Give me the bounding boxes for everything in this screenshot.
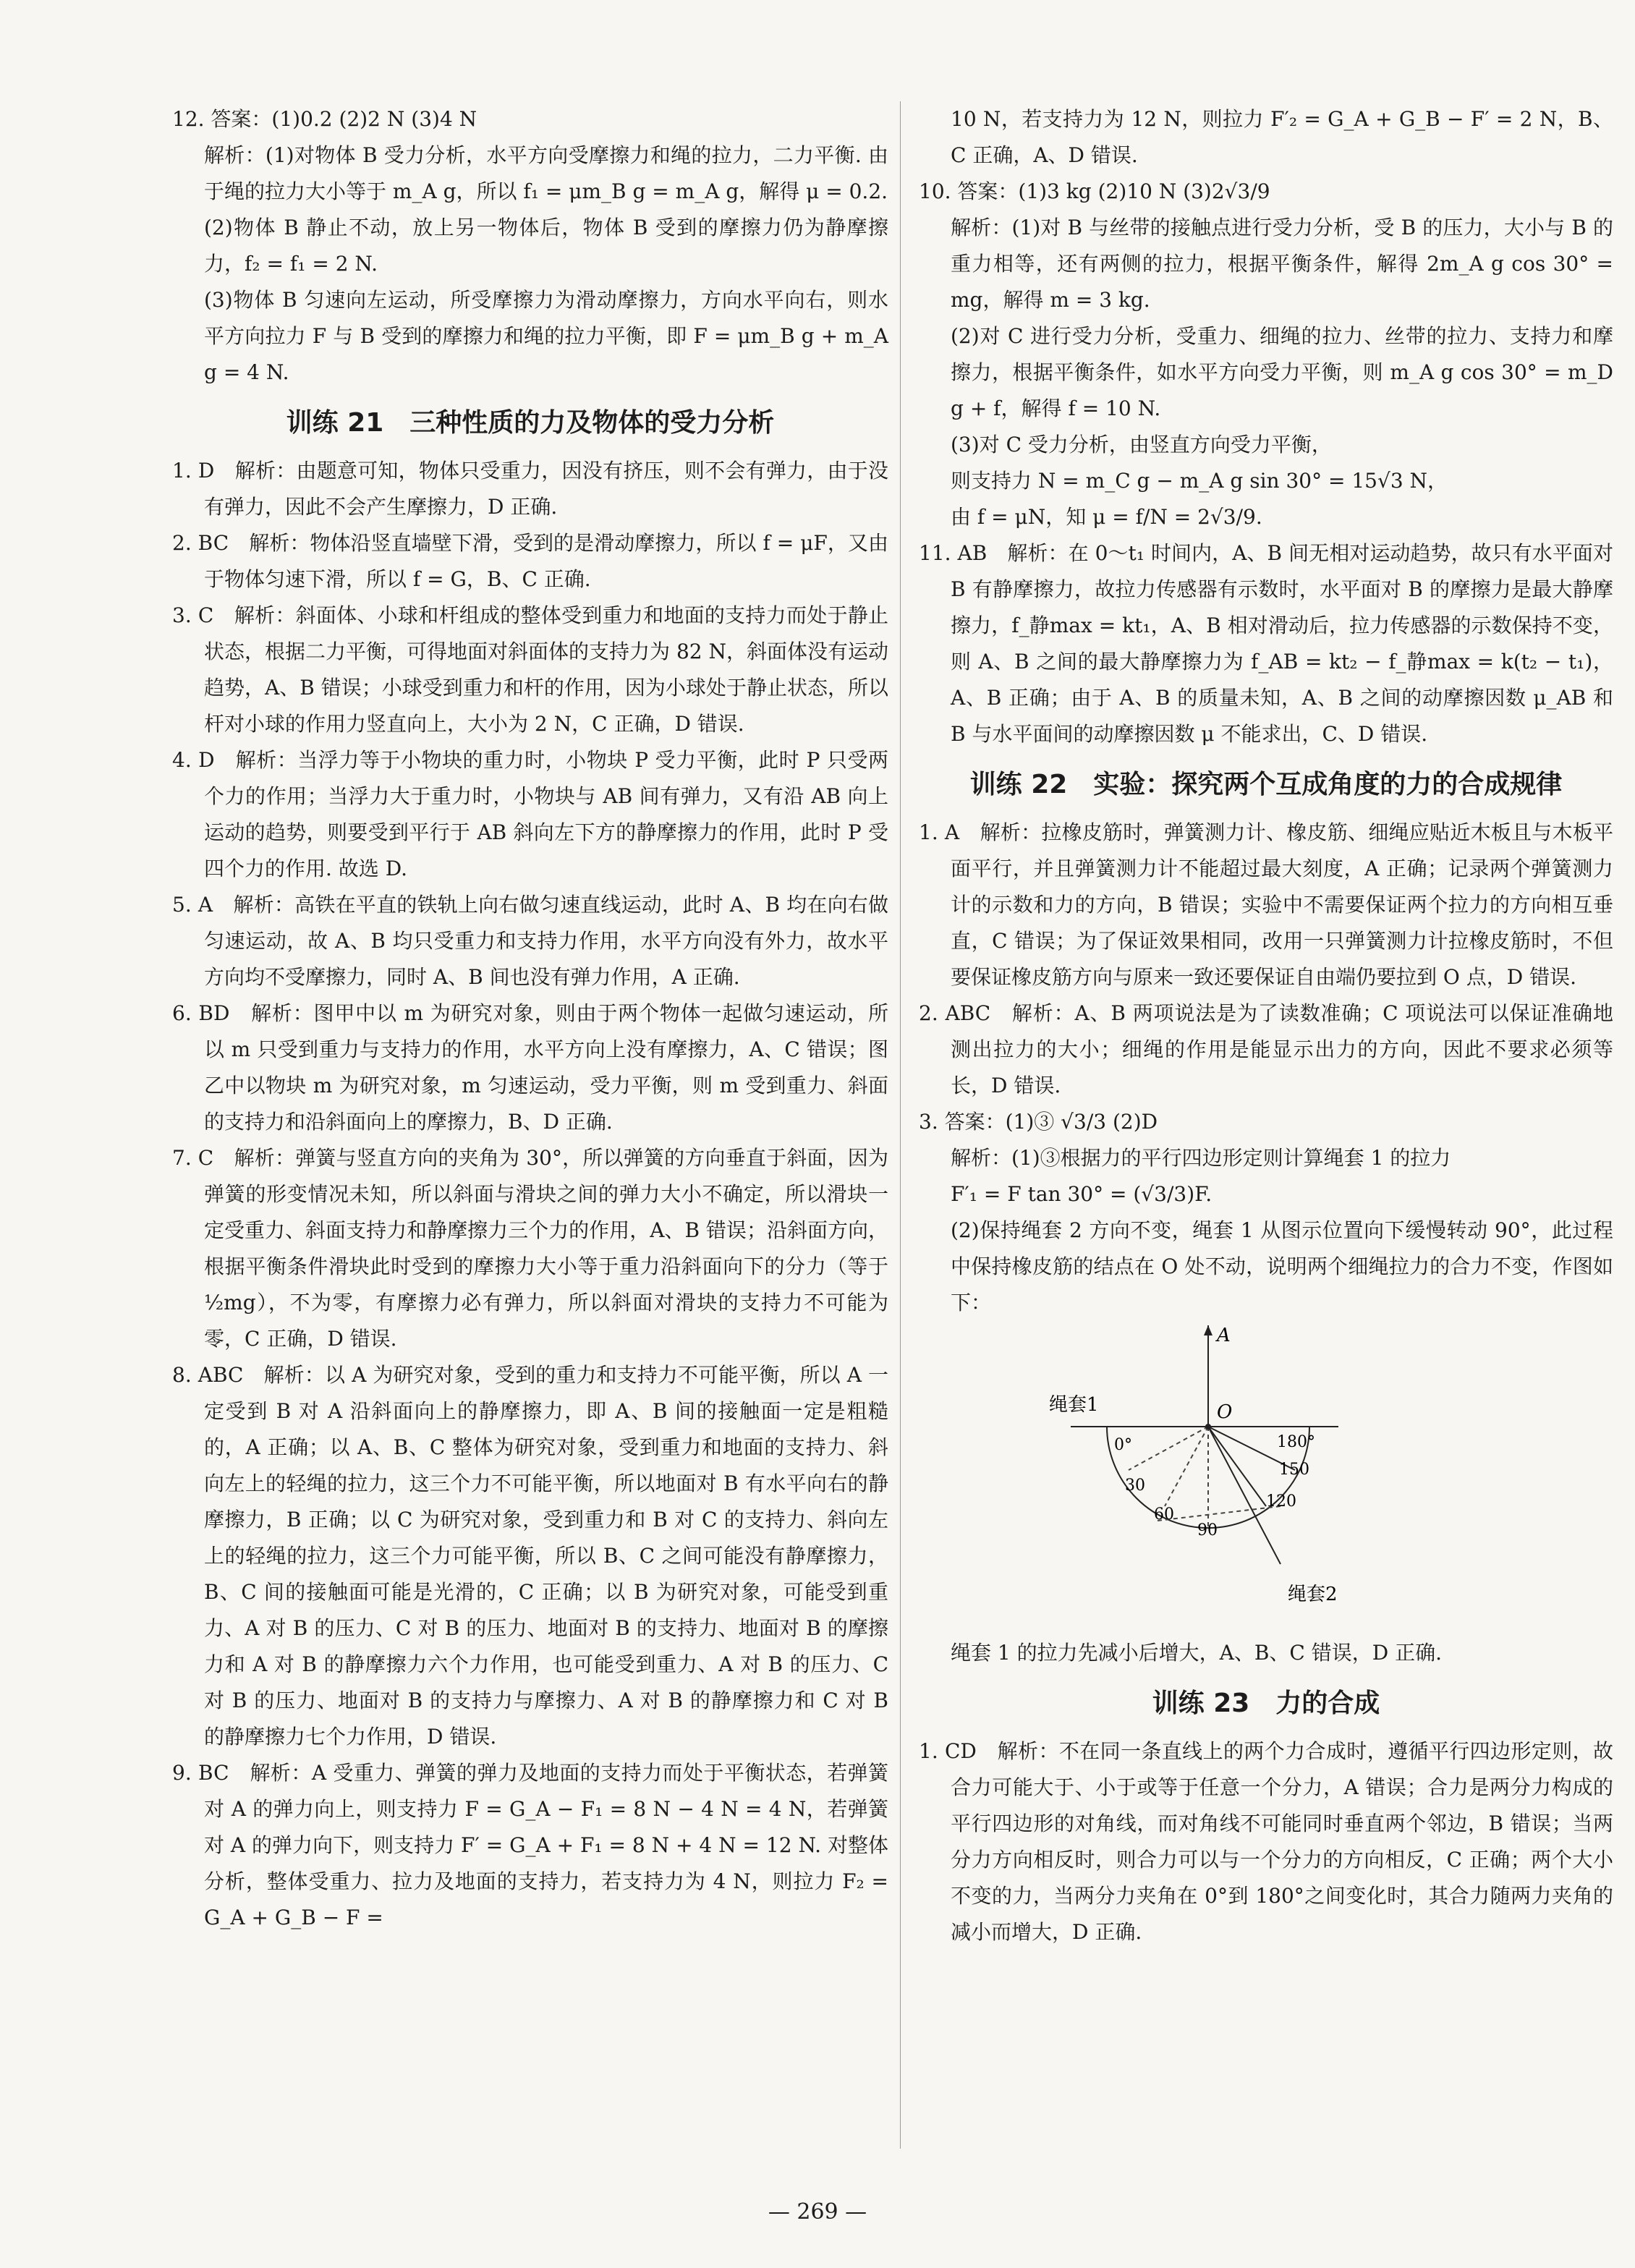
item-21-4: 4. D 解析：当浮力等于小物块的重力时，小物块 P 受力平衡，此时 P 只受两个力的作用；当浮力大于重力时，小物块与 AB 间有弹力，又有沿 AB 向上运动的趋势，则要受到平行于 AB 斜向左下方的静摩擦力的作用，此时 P 受四个力的作用. 故选 D.	[172, 748, 888, 880]
analysis-22-3-2: F′₁ = F tan 30° = (√3/3)F.	[951, 1182, 1213, 1206]
section-title-23: 训练 23 力的合成	[1152, 1689, 1380, 1718]
label-rope1: 绳套1	[1049, 1394, 1099, 1416]
answer-10: 10. 答案：(1)3 kg (2)10 N (3)2√3/9	[919, 179, 1270, 203]
force-diagram	[919, 1325, 1613, 1629]
item-21-2: 2. BC 解析：物体沿竖直墙壁下滑，受到的是滑动摩擦力，所以 f = μF，又由于物体匀速下滑，所以 f = G，B、C 正确.	[172, 531, 888, 591]
page-number: — 269 —	[768, 2199, 867, 2225]
analysis-22-3-1: 解析：(1)③根据力的平行四边形定则计算绳套 1 的拉力	[951, 1146, 1451, 1170]
analysis-12-1: 解析：(1)对物体 B 受力分析，水平方向受摩擦力和绳的拉力，二力平衡. 由于绳的拉力大小等于 m_A g，所以 f₁ = μm_B g = m_A g，解得 μ = 0.2.	[204, 143, 888, 203]
column-divider	[900, 101, 901, 2149]
item-21-9-continued: 10 N，若支持力为 12 N，则拉力 F′₂ = G_A + G_B − F′ = 2 N，B、C 正确，A、D 错误.	[951, 107, 1613, 167]
answer-12: 12. 答案：(1)0.2 (2)2 N (3)4 N	[172, 107, 477, 131]
analysis-10-3: (3)对 C 受力分析，由竖直方向受力平衡，	[951, 433, 1332, 456]
label-deg0: 0°	[1114, 1436, 1132, 1454]
label-deg120: 120	[1266, 1492, 1296, 1511]
label-deg60: 60	[1154, 1505, 1174, 1524]
item-21-7: 7. C 解析：弹簧与竖直方向的夹角为 30°，所以弹簧的方向垂直于斜面，因为弹簧的形变情况未知，所以斜面与滑块之间的弹力大小不确定，所以滑块一定受重力、斜面支持力和静摩擦力三个力的作用，A、B 错误；沿斜面方向，根据平衡条件滑块此时受到的摩擦力大小等于重力沿斜面向下的分力（等于 ½mg），不为零，有摩擦力必有弹力，所以斜面对滑块的支持力不可能为零，C 正确，D 错误.	[172, 1146, 888, 1351]
label-deg180: 180°	[1277, 1433, 1315, 1451]
analysis-22-3-4: 绳套 1 的拉力先减小后增大，A、B、C 错误，D 正确.	[951, 1641, 1442, 1665]
label-deg90: 90	[1197, 1521, 1218, 1539]
analysis-22-3-3: (2)保持绳套 2 方向不变，绳套 1 从图示位置向下缓慢转动 90°，此过程中保持橡皮筋的结点在 O 处不动，说明两个细绳拉力的合力不变，作图如下：	[951, 1218, 1613, 1314]
section-title-21: 训练 21 三种性质的力及物体的受力分析	[286, 408, 775, 438]
left-column	[172, 101, 888, 1936]
item-21-9: 9. BC 解析：A 受重力、弹簧的弹力及地面的支持力而处于平衡状态，若弹簧对 A 的弹力向上，则支持力 F = G_A − F₁ = 8 N − 4 N = 4 N，若弹簧对 A 的弹力向下，则支持力 F′ = G_A + F₁ = 8 N + 4 N = 12 N. 对整体分析，整体受重力、拉力及地面的支持力，若支持力为 4 N，则拉力 F₂ = G_A + G_B − F =	[172, 1761, 888, 1929]
item-21-3: 3. C 解析：斜面体、小球和杆组成的整体受到重力和地面的支持力而处于静止状态，根据二力平衡，可得地面对斜面体的支持力为 82 N，斜面体没有运动趋势，A、B 错误；小球受到重力和杆的作用，因为小球处于静止状态，所以杆对小球的作用力竖直向上，大小为 2 N，C 正确，D 错误.	[172, 603, 888, 736]
label-A: A	[1217, 1325, 1231, 1346]
protractor-diagram	[1049, 1325, 1454, 1629]
analysis-10-5: 由 f = μN，知 μ = f/N = 2√3/9.	[951, 505, 1262, 529]
analysis-10-4: 则支持力 N = m_C g − m_A g sin 30° = 15√3 N，	[951, 469, 1448, 493]
analysis-10-2: (2)对 C 进行受力分析，受重力、细绳的拉力、丝带的拉力、支持力和摩擦力，根据平衡条件，如水平方向受力平衡，则 m_A g cos 30° = m_D g + f，解得 f = 10 N.	[951, 324, 1613, 420]
item-11: 11. AB 解析：在 0～t₁ 时间内，A、B 间无相对运动趋势，故只有水平面对 B 有静摩擦力，故拉力传感器有示数时，水平面对 B 的摩擦力是最大静摩擦力，f_静max = kt₁，A、B 相对滑动后，拉力传感器的示数保持不变，则 A、B 之间的最大静摩擦力为 f_AB = kt₂ − f_静max = k(t₂ − t₁)，A、B 正确；由于 A、B 的质量未知，A、B 之间的动摩擦因数 μ_AB 和 B 与水平面间的动摩擦因数 μ 不能求出，C、D 错误.	[919, 541, 1613, 746]
item-23-1: 1. CD 解析：不在同一条直线上的两个力合成时，遵循平行四边形定则，故合力可能大于、小于或等于任意一个分力，A 错误；合力是两分力构成的平行四边形的对角线，而对角线不可能同时垂直两个邻边，B 错误；当两分力方向相反时，则合力可以与一个分力的方向相反，C 正确；两个大小不变的力，当两分力夹角在 0°到 180°之间变化时，其合力随两力夹角的减小而增大，D 正确.	[919, 1739, 1613, 1944]
analysis-12-3: (3)物体 B 匀速向左运动，所受摩擦力为滑动摩擦力，方向水平向右，则水平方向拉力 F 与 B 受到的摩擦力和绳的拉力平衡，即 F = μm_B g + m_A g = 4 N.	[204, 288, 888, 384]
label-deg150: 150	[1279, 1461, 1309, 1479]
answer-22-3: 3. 答案：(1)③ √3/3 (2)D	[919, 1110, 1158, 1134]
label-O: O	[1217, 1401, 1233, 1423]
item-22-2: 2. ABC 解析：A、B 两项说法是为了读数准确；C 项说法可以保证准确地测出拉力的大小；细绳的作用是能显示出力的方向，因此不要求必须等长，D 错误.	[919, 1001, 1613, 1097]
analysis-10-1: 解析：(1)对 B 与丝带的接触点进行受力分析，受 B 的压力，大小与 B 的重力相等，还有两侧的拉力，根据平衡条件，解得 2m_A g cos 30° = mg，解得 m = 3 kg.	[951, 216, 1613, 312]
label-rope2: 绳套2	[1288, 1584, 1338, 1605]
item-22-1: 1. A 解析：拉橡皮筋时，弹簧测力计、橡皮筋、细绳应贴近木板且与木板平面平行，并且弹簧测力计不能超过最大刻度，A 正确；记录两个弹簧测力计的示数和力的方向，B 错误；实验中不需要保证两个拉力的方向相互垂直，C 错误；为了保证效果相同，改用一只弹簧测力计拉橡皮筋时，不但要保证橡皮筋方向与原来一致还要保证自由端仍要拉到 O 点，D 错误.	[919, 820, 1613, 989]
item-21-8: 8. ABC 解析：以 A 为研究对象，受到的重力和支持力不可能平衡，所以 A 一定受到 B 对 A 沿斜面向上的静摩擦力，即 A、B 间的接触面一定是粗糙的，A 正确；以 A、B、C 整体为研究对象，受到重力和地面的支持力、斜向左上的轻绳的拉力，这三个力不可能平衡，所以地面对 B 有水平向右的静摩擦力，B 正确；以 C 为研究对象，受到重力和 B 对 C 的支持力、斜向左上的轻绳的拉力，这三个力可能平衡，所以 B、C 之间可能没有静摩擦力，B、C 间的接触面可能是光滑的，C 正确；以 B 为研究对象，可能受到重力、A 对 B 的压力、C 对 B 的压力、地面对 B 的支持力、地面对 B 的摩擦力和 A 对 B 的静摩擦力六个力作用，也可能受到重力、A 对 B 的压力、C 对 B 的压力、地面对 B 的支持力与摩擦力、A 对 B 的静摩擦力和 C 对 B 的静摩擦力七个力作用，D 错误.	[172, 1363, 888, 1749]
right-column	[919, 101, 1613, 1950]
label-deg30: 30	[1125, 1477, 1145, 1495]
item-21-6: 6. BD 解析：图甲中以 m 为研究对象，则由于两个物体一起做匀速运动，所以 m 只受到重力与支持力的作用，水平方向上没有摩擦力，A、C 错误；图乙中以物块 m 为研究对象，m 匀速运动，受力平衡，则 m 受到重力、斜面的支持力和沿斜面向上的摩擦力，B、D 正确.	[172, 1001, 888, 1134]
section-title-22: 训练 22 实验：探究两个互成角度的力的合成规律	[969, 770, 1563, 799]
analysis-12-2: (2)物体 B 静止不动，放上另一物体后，物体 B 受到的摩擦力仍为静摩擦力，f₂ = f₁ = 2 N.	[204, 216, 888, 276]
item-21-1: 1. D 解析：由题意可知，物体只受重力，因没有挤压，则不会有弹力，由于没有弹力，因此不会产生摩擦力，D 正确.	[172, 459, 888, 519]
item-21-5: 5. A 解析：高铁在平直的铁轨上向右做匀速直线运动，此时 A、B 均在向右做匀速运动，故 A、B 均只受重力和支持力作用，水平方向没有外力，故水平方向均不受摩擦力，同时 A、B 间也没有弹力作用，A 正确.	[172, 893, 888, 989]
